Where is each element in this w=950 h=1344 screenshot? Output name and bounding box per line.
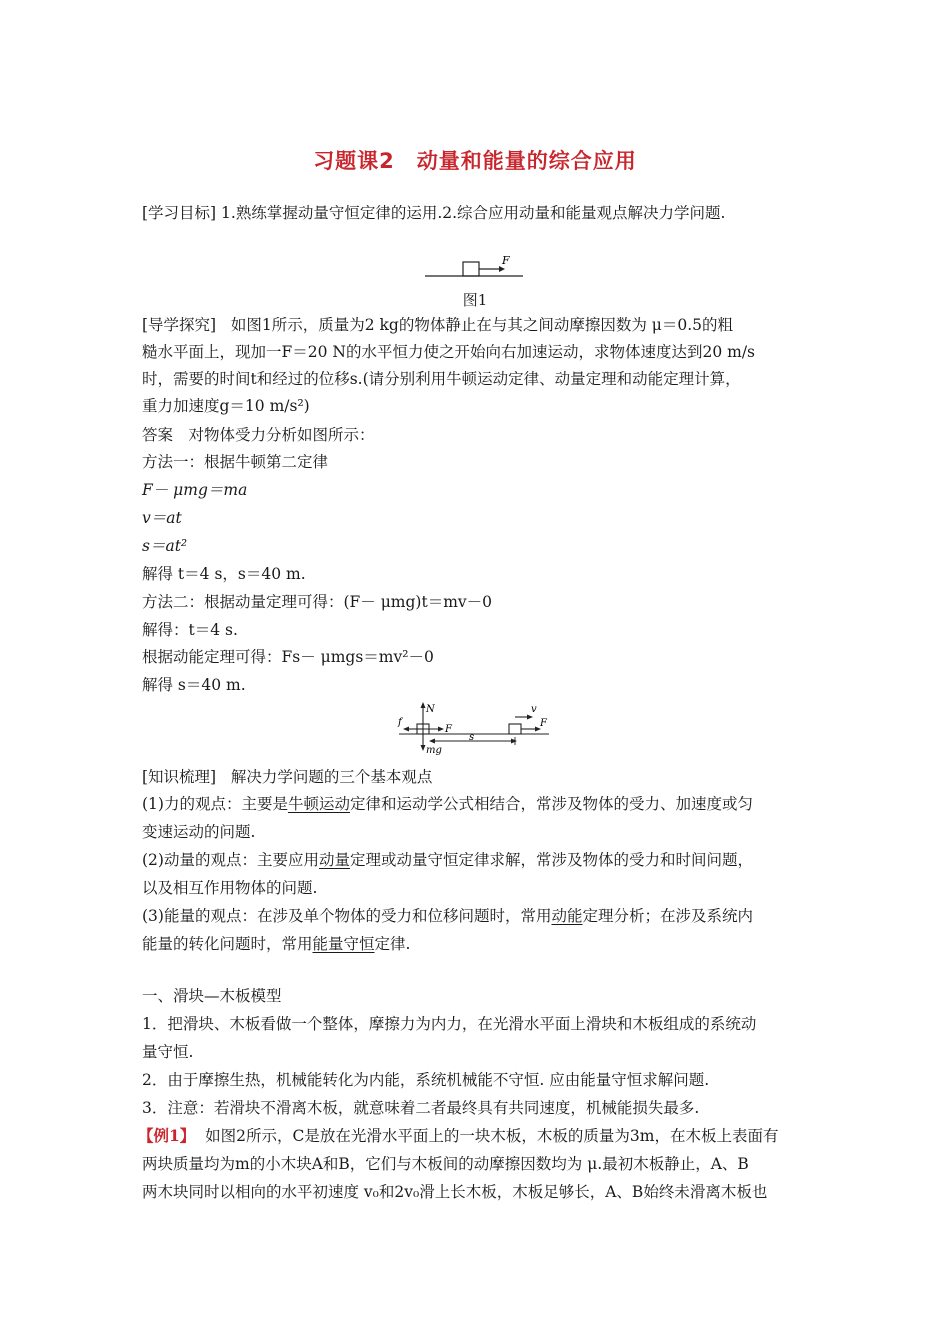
section-1-item-1-cont: 量守恒.: [142, 1043, 194, 1061]
page-title: 习题课2 动量和能量的综合应用: [313, 149, 637, 173]
guided-line-3: 时，需要的时间t和经过的位移s.(请分别利用牛顿运动定律、动量定理和动能定理计算，: [142, 370, 741, 388]
figure-1-caption: 图1: [462, 291, 488, 309]
friction-label: f: [398, 717, 402, 728]
method-1: 方法一：根据牛顿第二定律: [142, 453, 329, 471]
block-end: [509, 724, 521, 734]
block: [463, 262, 479, 276]
knowledge-point-1-cont: 变速运动的问题.: [142, 823, 256, 841]
knowledge-point-2: (2)动量的观点：主要应用动量定理或动量守恒定律求解，常涉及物体的受力和时间问题，: [142, 851, 753, 869]
normal-force-label: N: [426, 704, 435, 715]
equation-1: F－ μmg＝ma: [142, 481, 248, 499]
knowledge-point-3-cont: 能量的转化问题时，常用能量守恒定律.: [142, 935, 411, 953]
method-2: 方法二：根据动量定理可得：(F－ μmg)t＝mv－0: [142, 593, 493, 611]
figure-1-block-diagram: [425, 254, 525, 280]
result-2: 解得：t＝4 s.: [142, 621, 238, 639]
knowledge-tag: [知识梳理]: [142, 768, 217, 786]
objectives-tag: [学习目标]: [142, 204, 217, 222]
objectives-text: 1.熟练掌握动量守恒定律的运用.2.综合应用动量和能量观点解决力学问题.: [221, 204, 726, 222]
knowledge-point-1: (1)力的观点：主要是牛顿运动定律和运动学公式相结合，常涉及物体的受力、加速度或匀: [142, 795, 753, 813]
guided-line-2: 糙水平面上，现加一F＝20 N的水平恒力使之开始向右加速运动，求物体速度达到20 m/s: [142, 343, 755, 361]
velocity-label: v: [531, 704, 537, 715]
answer-intro: 答案 对物体受力分析如图所示：: [142, 426, 375, 444]
gravity-label: mg: [426, 745, 442, 756]
result-1: 解得 t＝4 s，s＝40 m.: [142, 565, 306, 583]
guided-line-1: [导学探究] 如图1所示，质量为2 kg的物体静止在与其之间动摩擦因数为 μ＝0.5的粗: [142, 316, 734, 334]
knowledge-point-2-cont: 以及相互作用物体的问题.: [142, 879, 318, 897]
guided-tag: [导学探究]: [142, 316, 217, 334]
force-label: F: [502, 254, 510, 267]
equation-2: v＝at: [142, 509, 182, 527]
example-1-line-3: 两木块同时以相向的水平初速度 v₀和2v₀滑上长木板，木板足够长，A、B始终未滑离木板也: [142, 1183, 768, 1201]
example-1-line-2: 两块质量均为m的小木块A和B，它们与木板间的动摩擦因数均为 μ.最初木板静止，A、B: [142, 1155, 749, 1173]
figure-2-force-diagram: [395, 698, 555, 756]
learning-objectives: [142, 203, 725, 223]
knowledge-heading: [知识梳理] 解决力学问题的三个基本观点: [142, 768, 433, 786]
result-3: 解得 s＝40 m.: [142, 676, 246, 694]
section-1-heading: 一、滑块—木板模型: [142, 987, 282, 1005]
example-1-line-1: 【例1】 如图2所示，C是放在光滑水平面上的一块木板，木板的质量为3m，在木板上表面有: [138, 1126, 779, 1145]
guided-line-4: 重力加速度g＝10 m/s²): [142, 397, 310, 415]
example-1-tag: 【例1】: [138, 1126, 196, 1145]
equation-3: s＝at²: [142, 537, 188, 555]
section-1-item-3: 3．注意：若滑块不滑离木板，就意味着二者最终具有共同速度，机械能损失最多.: [142, 1099, 700, 1117]
applied-force-label-end: F: [540, 718, 547, 729]
knowledge-point-3: (3)能量的观点：在涉及单个物体的受力和位移问题时，常用动能定理分析；在涉及系统内: [142, 907, 753, 925]
method-3: 根据动能定理可得：Fs－ μmgs＝mv²－0: [142, 648, 434, 666]
displacement-label: s: [469, 732, 475, 743]
section-1-item-1: 1．把滑块、木板看做一个整体，摩擦力为内力，在光滑水平面上滑块和木板组成的系统动: [142, 1015, 757, 1033]
applied-force-label: F: [445, 724, 452, 735]
section-1-item-2: 2．由于摩擦生热，机械能转化为内能，系统机械能不守恒. 应由能量守恒求解问题.: [142, 1071, 710, 1089]
